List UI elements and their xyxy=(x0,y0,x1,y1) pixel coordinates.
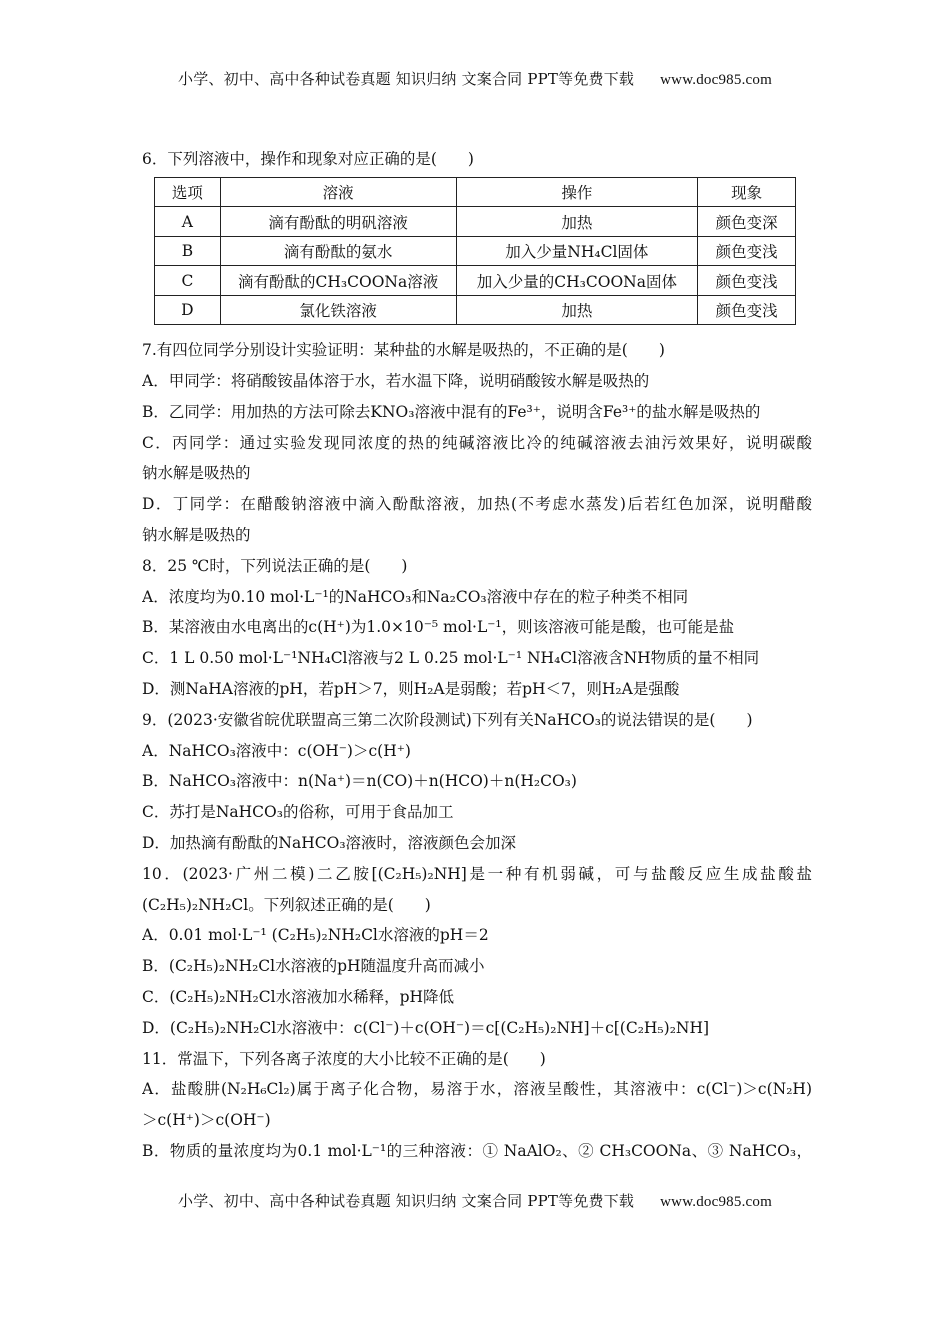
table-cell: 颜色变浅 xyxy=(698,266,796,296)
table-row xyxy=(155,295,796,325)
q7-option-c: C．丙同学：通过实验发现同浓度的热的纯碱溶液比冷的纯碱溶液去油污效果好，说明碳酸 xyxy=(142,433,812,452)
table-cell: B xyxy=(155,236,221,266)
q10-option-c: C．(C₂H₅)₂NH₂Cl水溶液加水稀释，pH降低 xyxy=(142,988,455,1007)
table-cell: 加入少量的CH₃COONa固体 xyxy=(456,266,698,296)
table-cell: 加热 xyxy=(456,207,698,237)
q8-option-a: A．浓度均为0.10 mol·L⁻¹的NaHCO₃和Na₂CO₃溶液中存在的粒子种类不相同 xyxy=(142,587,689,606)
table-row xyxy=(155,236,796,266)
q8-option-d: D．测NaHA溶液的pH，若pH＞7，则H₂A是弱酸；若pH＜7，则H₂A是强酸 xyxy=(142,680,680,699)
q10-option-b: B．(C₂H₅)₂NH₂Cl水溶液的pH随温度升高而减小 xyxy=(142,957,485,976)
q8-stem: 8．25 ℃时，下列说法正确的是( ) xyxy=(142,556,408,575)
footer-url[interactable]: www.doc985.com xyxy=(660,1194,772,1210)
table-row xyxy=(155,207,796,237)
table-cell: 加热 xyxy=(456,295,698,325)
q7-option-c-cont: 钠水解是吸热的 xyxy=(142,464,251,483)
table-cell: D xyxy=(155,295,221,325)
table-header-cell: 选项 xyxy=(155,177,221,207)
q10-stem-cont: (C₂H₅)₂NH₂Cl。下列叙述正确的是( ) xyxy=(142,895,431,914)
table-cell: 加入少量NH₄Cl固体 xyxy=(456,236,698,266)
table-header-cell: 操作 xyxy=(456,177,698,207)
table-cell: 颜色变深 xyxy=(698,207,796,237)
page-header xyxy=(0,68,950,89)
q10-stem: 10．(2023·广州二模)二乙胺[(C₂H₅)₂NH]是一种有机弱碱，可与盐酸反应生成盐酸盐 xyxy=(142,864,812,883)
page-footer xyxy=(0,1190,950,1211)
q11-option-a: A．盐酸肼(N₂H₆Cl₂)属于离子化合物，易溶于水，溶液呈酸性，其溶液中：c(Cl⁻)＞c(N₂H) xyxy=(142,1080,812,1099)
table-cell: 颜色变浅 xyxy=(698,295,796,325)
q7-option-a: A．甲同学：将硝酸铵晶体溶于水，若水温下降，说明硝酸铵水解是吸热的 xyxy=(142,372,650,391)
q10-option-a: A．0.01 mol·L⁻¹ (C₂H₅)₂NH₂Cl水溶液的pH＝2 xyxy=(142,926,489,945)
table-cell: 滴有酚酞的CH₃COONa溶液 xyxy=(220,266,456,296)
q7-option-d-cont: 钠水解是吸热的 xyxy=(142,526,251,545)
table-cell: 颜色变浅 xyxy=(698,236,796,266)
q8-option-c: C．1 L 0.50 mol·L⁻¹NH₄Cl溶液与2 L 0.25 mol·L⁻¹ NH₄Cl溶液含NH物质的量不相同 xyxy=(142,649,760,668)
header-url[interactable]: www.doc985.com xyxy=(660,72,772,88)
header-text: 小学、初中、高中各种试卷真题 知识归纳 文案合同 PPT等免费下载 xyxy=(178,70,635,88)
table-cell: 滴有酚酞的氨水 xyxy=(220,236,456,266)
question-content xyxy=(142,144,812,1167)
q8-option-b: B．某溶液由水电离出的c(H⁺)为1.0×10⁻⁵ mol·L⁻¹，则该溶液可能是酸，也可能是盐 xyxy=(142,618,735,637)
q11-option-b: B．物质的量浓度均为0.1 mol·L⁻¹的三种溶液：① NaAlO₂、② CH₃COONa、③ NaHCO₃， xyxy=(142,1142,812,1161)
table-header-cell: 现象 xyxy=(698,177,796,207)
table-cell: C xyxy=(155,266,221,296)
q7-option-b: B．乙同学：用加热的方法可除去KNO₃溶液中混有的Fe³⁺，说明含Fe³⁺的盐水解是吸热的 xyxy=(142,402,761,421)
q10-option-d: D．(C₂H₅)₂NH₂Cl水溶液中：c(Cl⁻)＋c(OH⁻)＝c[(C₂H₅)₂NH]＋c[(C₂H₅)₂NH] xyxy=(142,1018,710,1037)
table-row xyxy=(155,266,796,296)
table-cell: 氯化铁溶液 xyxy=(220,295,456,325)
q9-option-c: C．苏打是NaHCO₃的俗称，可用于食品加工 xyxy=(142,803,454,822)
q7-option-d: D．丁同学：在醋酸钠溶液中滴入酚酞溶液，加热(不考虑水蒸发)后若红色加深，说明醋酸 xyxy=(142,495,812,514)
table-header-cell: 溶液 xyxy=(220,177,456,207)
q9-stem: 9．(2023·安徽省皖优联盟高三第二次阶段测试)下列有关NaHCO₃的说法错误的是( ) xyxy=(142,710,753,729)
q6-table xyxy=(154,177,796,326)
table-cell: 滴有酚酞的明矾溶液 xyxy=(220,207,456,237)
q11-stem: 11．常温下，下列各离子浓度的大小比较不正确的是( ) xyxy=(142,1049,546,1068)
table-header-row xyxy=(155,177,796,207)
table-cell: A xyxy=(155,207,221,237)
q9-option-b: B．NaHCO₃溶液中：n(Na⁺)＝n(CO)＋n(HCO)＋n(H₂CO₃) xyxy=(142,772,577,791)
q11-option-a-cont: ＞c(H⁺)＞c(OH⁻) xyxy=(142,1111,271,1130)
q9-option-a: A．NaHCO₃溶液中：c(OH⁻)＞c(H⁺) xyxy=(142,741,411,760)
q6-stem: 6．下列溶液中，操作和现象对应正确的是( ) xyxy=(142,150,474,168)
q7-stem: 7.有四位同学分别设计实验证明：某种盐的水解是吸热的，不正确的是( ) xyxy=(142,341,665,360)
footer-text: 小学、初中、高中各种试卷真题 知识归纳 文案合同 PPT等免费下载 xyxy=(178,1192,635,1210)
q9-option-d: D．加热滴有酚酞的NaHCO₃溶液时，溶液颜色会加深 xyxy=(142,834,517,853)
